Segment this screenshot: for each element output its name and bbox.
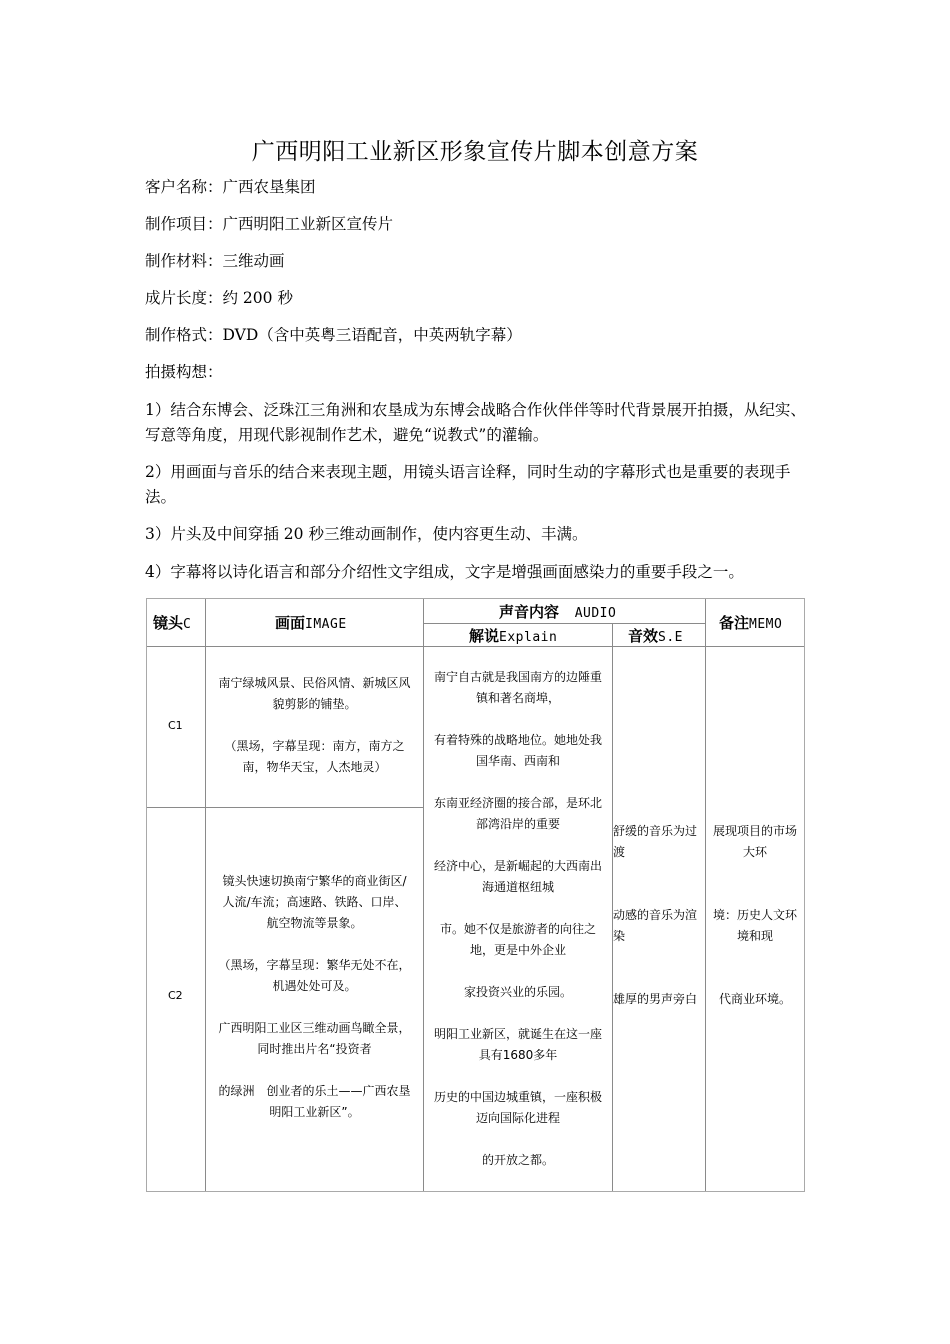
- image-text-line: 貌剪影的铺垫。: [272, 697, 357, 711]
- image-cell-c2: [206, 871, 423, 1123]
- project-line: 制作项目：广西明阳工业新区宣传片: [145, 215, 394, 233]
- memo-cell: [706, 821, 804, 1010]
- image-text-line: 南，物华天宝，人杰地灵）: [242, 760, 387, 774]
- length-line: 成片长度：约 200 秒: [145, 289, 293, 307]
- explain-text-line: [424, 1003, 612, 1024]
- explain-text-line: 家投资兴业的乐园。: [463, 985, 572, 999]
- explain-text-line: [424, 772, 612, 793]
- header-shot: 镜头C: [153, 614, 192, 632]
- memo-text-line: [706, 884, 804, 905]
- explain-text-line: 有着特殊的战略地位。她地处我: [433, 733, 602, 747]
- header-image: 画面IMAGE: [275, 614, 347, 632]
- explain-text-line: 具有1680多年: [478, 1048, 558, 1062]
- explain-text-line: 海通道枢纽城: [481, 880, 554, 894]
- explain-text-line: 的开放之都。: [481, 1153, 554, 1167]
- memo-text-line: [706, 863, 804, 884]
- explain-text-line: 地，更是中外企业: [469, 943, 566, 957]
- image-text-line: [206, 934, 423, 955]
- material-line: 制作材料：三维动画: [145, 252, 285, 270]
- explain-text-line: 迈向国际化进程: [475, 1111, 560, 1125]
- page-title: 广西明阳工业新区形象宣传片脚本创意方案: [251, 139, 699, 165]
- table-divider: [423, 623, 705, 624]
- memo-text-line: 大环: [742, 845, 767, 859]
- concept-heading: 拍摄构想：: [145, 363, 223, 381]
- concept-item-2: 2）用画面与音乐的结合来表现主题，用镜头语言诠释，同时生动的字幕形式也是重要的表现手 法。: [145, 463, 791, 506]
- sfx-text-line: [613, 968, 705, 989]
- format-line: 制作格式：DVD（含中英粤三语配音，中英两轨字幕）: [145, 326, 522, 344]
- header-explain: 解说Explain: [469, 627, 558, 645]
- memo-text-line: 境：历史人文环: [712, 908, 797, 922]
- sfx-cell: [613, 821, 705, 1010]
- image-text-line: 镜头快速切换南宁繁华的商业街区/: [222, 874, 407, 888]
- concept-item-1: 1）结合东博会、泛珠江三角洲和农垦成为东博会战略合作伙伴伴等时代背景展开拍摄，从纪实、写意等角度，用现代影视制作艺术，避免“说教式”的灌输。: [145, 401, 806, 444]
- explain-text-line: [424, 961, 612, 982]
- sfx-text-line: 染: [613, 929, 626, 943]
- image-text-line: 航空物流等景象。: [266, 916, 363, 930]
- image-text-line: [206, 1060, 423, 1081]
- sfx-text-line: 舒缓的音乐为过: [613, 824, 698, 838]
- explain-text-line: 市。她不仅是旅游者的向往之: [439, 922, 596, 936]
- explain-text-line: [424, 709, 612, 730]
- table-divider: [147, 807, 423, 808]
- memo-text-line: [706, 947, 804, 968]
- sfx-text-line: 渡: [613, 845, 626, 859]
- sfx-text-line: 动感的音乐为渲: [613, 908, 698, 922]
- image-text-line: 的绿洲 创业者的乐土——广西农垦: [218, 1084, 411, 1098]
- image-text-line: 人流/车流；高速路、铁路、口岸、: [222, 895, 407, 909]
- image-text-line: 广西明阳工业区三维动画鸟瞰全景，: [218, 1021, 411, 1035]
- header-sfx: 音效S.E: [628, 627, 683, 645]
- image-text-line: 同时推出片名“投资者: [257, 1042, 372, 1056]
- explain-text-line: [424, 835, 612, 856]
- image-text-line: [206, 997, 423, 1018]
- image-text-line: 机遇处处可及。: [272, 979, 357, 993]
- image-text-line: （黑场，字幕呈现：南方，南方之: [224, 739, 405, 753]
- memo-text-line: 展现项目的市场: [712, 824, 797, 838]
- shot-label-c1: C1: [168, 719, 183, 732]
- explain-cell: [424, 667, 612, 1171]
- explain-text-line: 南宁自古就是我国南方的边陲重: [433, 670, 602, 684]
- explain-text-line: 经济中心，是新崛起的大西南出: [433, 859, 602, 873]
- image-text-line: [206, 715, 423, 736]
- sfx-text-line: 雄厚的男声旁白: [613, 992, 698, 1006]
- explain-text-line: [424, 898, 612, 919]
- sfx-text-line: [613, 884, 705, 905]
- sfx-text-line: [613, 947, 705, 968]
- client-line: 客户名称：广西农垦集团: [145, 178, 316, 196]
- explain-text-line: 东南亚经济圈的接合部，是环北: [433, 796, 602, 810]
- explain-text-line: 历史的中国边城重镇，一座积极: [433, 1090, 602, 1104]
- memo-text-line: 代商业环境。: [718, 992, 791, 1006]
- explain-text-line: 国华南、西南和: [475, 754, 560, 768]
- image-text-line: （黑场，字幕呈现：繁华无处不在，: [218, 958, 411, 972]
- explain-text-line: [424, 1129, 612, 1150]
- memo-text-line: [706, 968, 804, 989]
- concept-item-4: 4）字幕将以诗化语言和部分介绍性文字组成，文字是增强画面感染力的重要手段之一。: [145, 563, 744, 581]
- explain-text-line: [424, 1066, 612, 1087]
- script-table: [146, 598, 805, 1192]
- explain-text-line: 部湾沿岸的重要: [475, 817, 560, 831]
- image-cell-c1: [206, 673, 423, 778]
- image-text-line: 南宁绿城风景、民俗风情、新城区风: [218, 676, 411, 690]
- sfx-text-line: [613, 863, 705, 884]
- image-text-line: 明阳工业新区”。: [269, 1105, 360, 1119]
- header-audio: 声音内容 AUDIO: [499, 603, 617, 621]
- table-divider: [147, 646, 804, 647]
- shot-label-c2: C2: [168, 989, 183, 1002]
- concept-item-3: 3）片头及中间穿插 20 秒三维动画制作，使内容更生动、丰满。: [145, 525, 588, 543]
- header-memo: 备注MEMO: [719, 614, 783, 632]
- memo-text-line: 境和现: [736, 929, 773, 943]
- explain-text-line: 明阳工业新区，就诞生在这一座: [433, 1027, 602, 1041]
- explain-text-line: 镇和著名商埠，: [475, 691, 560, 705]
